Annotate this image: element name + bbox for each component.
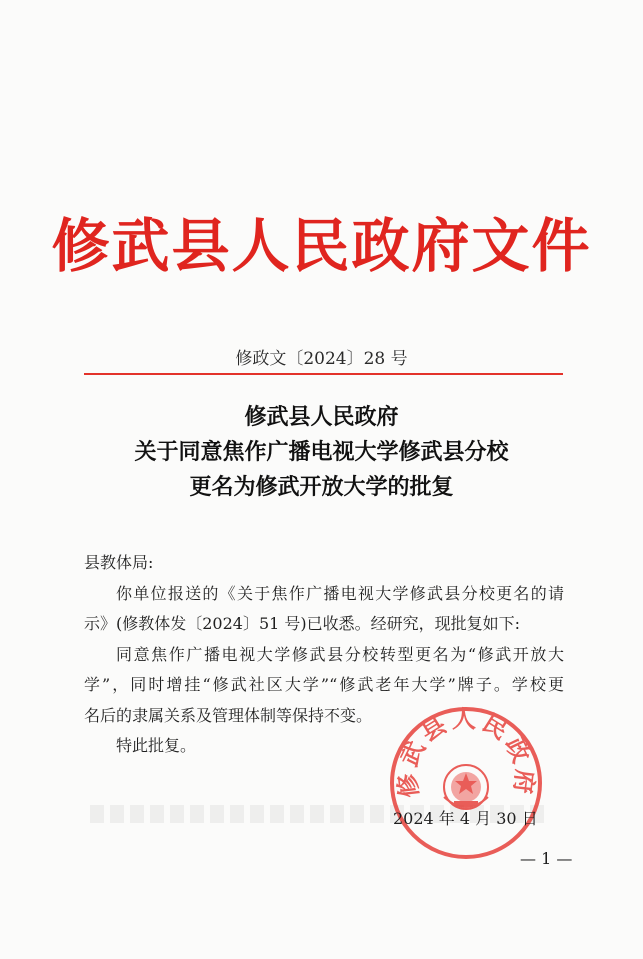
subject-line-1: 修武县人民政府 — [244, 404, 399, 430]
subject-line-2: 关于同意焦作广播电视大学修武县分校 — [134, 439, 509, 465]
red-divider-line — [84, 373, 563, 375]
closing-remark: 特此批复。 — [116, 736, 197, 755]
paragraph-2-line-1: 同意焦作广播电视大学修武县分校转型更名为“修武开放大 — [116, 644, 564, 664]
issue-date: 2024 年 4 月 30 日 — [393, 809, 538, 828]
document-number: 修政文〔2024〕28 号 — [235, 349, 408, 369]
paragraph-2-line-3: 名后的隶属关系及管理体制等保持不变。 — [84, 705, 373, 725]
official-seal — [388, 705, 544, 861]
national-emblem-icon — [444, 765, 488, 809]
document-header-title: 修武县人民政府文件 — [51, 212, 592, 280]
paragraph-1-line-1: 你单位报送的《关于焦作广播电视大学修武县分校更名的请 — [116, 583, 564, 603]
paragraph-1-line-2: 示》(修教体发〔2024〕51 号)已收悉。经研究，现批复如下: — [84, 614, 521, 633]
addressee: 县教体局: — [84, 553, 154, 572]
document-subject — [60, 400, 583, 505]
seal-text: 修武县人民政府 — [392, 705, 540, 800]
subject-line-3: 更名为修武开放大学的批复 — [189, 474, 454, 500]
page-number: — 1 — — [520, 849, 573, 868]
paragraph-2-line-2: 学”，同时增挂“修武社区大学”“修武老年大学”牌子。学校更 — [84, 675, 564, 694]
